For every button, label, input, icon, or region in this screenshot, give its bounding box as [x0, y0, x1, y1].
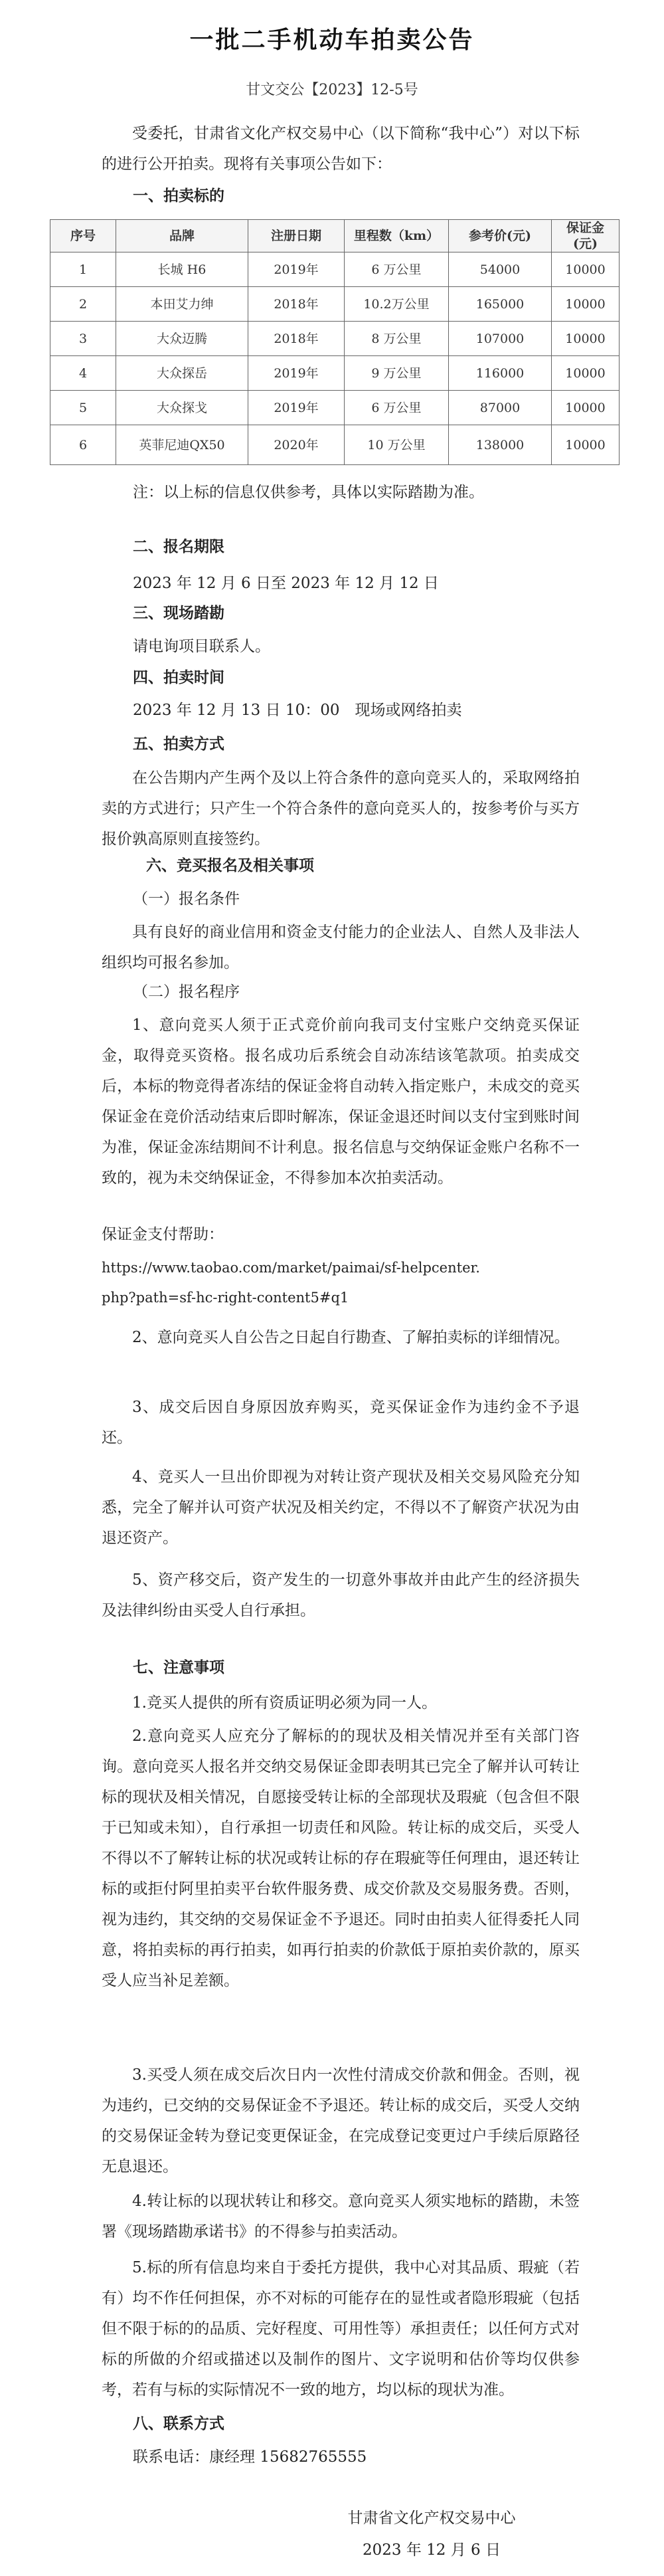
section5-text: 在公告期内产生两个及以上符合条件的意向竞买人的，采取网络拍卖的方式进行；只产生一个符合条件的意向竞买人的，按参考价与买方报价孰高原则直接签约。 — [102, 769, 580, 848]
cell: 107000 — [449, 322, 552, 356]
section3-heading: 三、现场踏勘 — [133, 604, 224, 622]
section6-sub1-text: 具有良好的商业信用和资金支付能力的企业法人、自然人及非法人组织均可报名参加。 — [102, 924, 580, 971]
cell: 10000 — [552, 425, 620, 465]
cell: 2018年 — [248, 287, 345, 322]
cell: 165000 — [449, 287, 552, 322]
section6-item3: 3、成交后因自身原因放弃购买，竞买保证金作为违约金不予退还。 — [102, 1399, 580, 1446]
col-header: 品牌 — [116, 220, 248, 252]
items-table — [50, 219, 620, 465]
cell: 2019年 — [248, 391, 345, 425]
section8-heading: 八、联系方式 — [133, 2415, 224, 2432]
col-header: 里程数（km） — [345, 220, 449, 252]
cell: 本田艾力绅 — [116, 287, 248, 322]
cell: 2018年 — [248, 322, 345, 356]
document-number: 甘文交公【2023】12-5号 — [246, 82, 418, 98]
section6-sub1: （一）报名条件 — [133, 890, 240, 908]
section7-item3: 3.买受人须在成交后次日内一次性付清成交价款和佣金。否则，视为违约，已交纳的交易保证金不予退还。转让标的成交后，买受人交纳的交易保证金转为登记变更保证金，在完成登记变更过户手续后原路径无息退还。 — [102, 2066, 580, 2175]
table-row — [50, 425, 620, 465]
cell: 大众探戈 — [116, 391, 248, 425]
cell: 6 万公里 — [345, 391, 449, 425]
section4-text: 2023 年 12 月 13 日 10：00 现场或网络拍卖 — [133, 702, 462, 719]
section2-heading: 二、报名期限 — [133, 538, 224, 555]
section6-item1: 1、意向竞买人须于正式竞价前向我司支付宝账户交纳竞买保证金，取得竞买资格。报名成功后系统会自动冻结该笔款项。拍卖成交后，本标的物竞得者冻结的保证金将自动转入指定账户，未成交的竞买保证金在竞价活动结束后即时解冻，保证金退还时间以支付宝到账时间为准，保证金冻结期间不计利息。报名信息与交纳保证金账户名称不一致的，视为未交纳保证金，不得参加本次拍卖活动。 — [102, 1017, 580, 1187]
cell: 10000 — [552, 252, 620, 287]
section6-sub2: （二）报名程序 — [133, 983, 240, 1001]
cell: 54000 — [449, 252, 552, 287]
cell: 10000 — [552, 356, 620, 391]
cell: 8 万公里 — [345, 322, 449, 356]
section1-heading: 一、拍卖标的 — [133, 187, 224, 205]
section7-item5: 5.标的所有信息均来自于委托方提供，我中心对其品质、瑕疵（若有）均不作任何担保，亦不对标的可能存在的显性或者隐形瑕疵（包括但不限于标的的品质、完好程度、可用性等）承担责任；以任何方式对标的所做的介绍或描述以及制作的图片、文字说明和估价等均仅供参考，若有与标的实际情况不一致的地方，均以标的现状为准。 — [102, 2259, 580, 2399]
section2-text: 2023 年 12 月 6 日至 2023 年 12 月 12 日 — [133, 575, 439, 592]
cell: 87000 — [449, 391, 552, 425]
cell: 大众探岳 — [116, 356, 248, 391]
cell: 9 万公里 — [345, 356, 449, 391]
col-header: 注册日期 — [248, 220, 345, 252]
section7-item1: 1.竞买人提供的所有资质证明必须为同一人。 — [132, 1694, 437, 1712]
cell: 5 — [50, 391, 116, 425]
cell: 6 万公里 — [345, 252, 449, 287]
table-row — [50, 287, 620, 322]
contact-phone: 联系电话：康经理 15682765555 — [133, 2448, 367, 2466]
section7-item2: 2.意向竞买人应充分了解标的的现状及相关情况并至有关部门咨询。意向竞买人报名并交纳交易保证金即表明其已完全了解并认可转让标的现状及相关情况，自愿接受转让标的全部现状及瑕疵（包含但不限于已知或未知），自行承担一切责任和风险。转让标的成交后，买受人不得以不了解转让标的状况或转让标的存在瑕疵等任何理由，退还转让标的或拒付阿里拍卖平台软件服务费、成交价款及交易服务费。否则，视为违约，其交纳的交易保证金不予退还。同时由拍卖人征得委托人同意，将拍卖标的再行拍卖，如再行拍卖的价款低于原拍卖价款的，原买受人应当补足差额。 — [102, 1728, 580, 1989]
section7-item4: 4.转让标的以现状转让和移交。意向竞买人须实地标的踏勘，未签署《现场踏勘承诺书》的不得参与拍卖活动。 — [102, 2193, 580, 2240]
cell: 大众迈腾 — [116, 322, 248, 356]
cell: 2 — [50, 287, 116, 322]
pay-help-label: 保证金支付帮助： — [102, 1226, 224, 1243]
col-header: 序号 — [50, 220, 116, 252]
section7-heading: 七、注意事项 — [133, 1658, 224, 1676]
section3-text: 请电询项目联系人。 — [133, 638, 270, 655]
cell: 10.2万公里 — [345, 287, 449, 322]
section6-heading: 六、竞买报名及相关事项 — [146, 856, 314, 874]
cell: 2019年 — [248, 356, 345, 391]
intro-paragraph: 受委托，甘肃省文化产权交易中心（以下简称“我中心”）对以下标的进行公开拍卖。现将有关事项公告如下： — [102, 125, 580, 173]
page-title: 一批二手机动车拍卖公告 — [189, 26, 475, 54]
cell: 英菲尼迪QX50 — [116, 425, 248, 465]
cell: 2019年 — [248, 252, 345, 287]
section4-heading: 四、拍卖时间 — [133, 668, 224, 686]
pay-help-url-cont[interactable] — [102, 1282, 593, 1313]
table-row — [50, 322, 620, 356]
cell: 10 万公里 — [345, 425, 449, 465]
section6-item4: 4、竞买人一旦出价即视为对转让资产现状及相关交易风险充分知悉，完全了解并认可资产状况及相关约定，不得以不了解资产状况为由退还资产。 — [102, 1468, 580, 1547]
cell: 1 — [50, 252, 116, 287]
cell: 长城 H6 — [116, 252, 248, 287]
col-header: 参考价(元) — [449, 220, 552, 252]
cell: 3 — [50, 322, 116, 356]
cell: 10000 — [552, 287, 620, 322]
cell: 4 — [50, 356, 116, 391]
col-header: 保证金(元) — [552, 220, 620, 252]
signature-org: 甘肃省文化产权交易中心 — [347, 2510, 516, 2527]
pay-help-url-line1[interactable]: https://www.taobao.com/market/paimai/sf-helpcenter. — [102, 1260, 480, 1276]
cell: 6 — [50, 425, 116, 465]
cell: 116000 — [449, 356, 552, 391]
table-row — [50, 356, 620, 391]
pay-help-url[interactable] — [102, 1252, 593, 1283]
section5-heading: 五、拍卖方式 — [133, 735, 224, 753]
table-header-row — [50, 220, 620, 252]
section6-item5: 5、资产移交后，资产发生的一切意外事故并由此产生的经济损失及法律纠纷由买受人自行承担。 — [102, 1571, 580, 1619]
cell: 10000 — [552, 322, 620, 356]
pay-help-url-line2[interactable]: php?path=sf-hc-right-content5#q1 — [102, 1290, 349, 1306]
cell: 10000 — [552, 391, 620, 425]
signature-date: 2023 年 12 月 6 日 — [363, 2541, 501, 2559]
table-row — [50, 252, 620, 287]
section6-item2: 2、意向竞买人自公告之日起自行勘查、了解拍卖标的详细情况。 — [132, 1329, 570, 1346]
table-note: 注：以上标的信息仅供参考，具体以实际踏勘为准。 — [133, 484, 484, 501]
table-row — [50, 391, 620, 425]
cell: 138000 — [449, 425, 552, 465]
cell: 2020年 — [248, 425, 345, 465]
